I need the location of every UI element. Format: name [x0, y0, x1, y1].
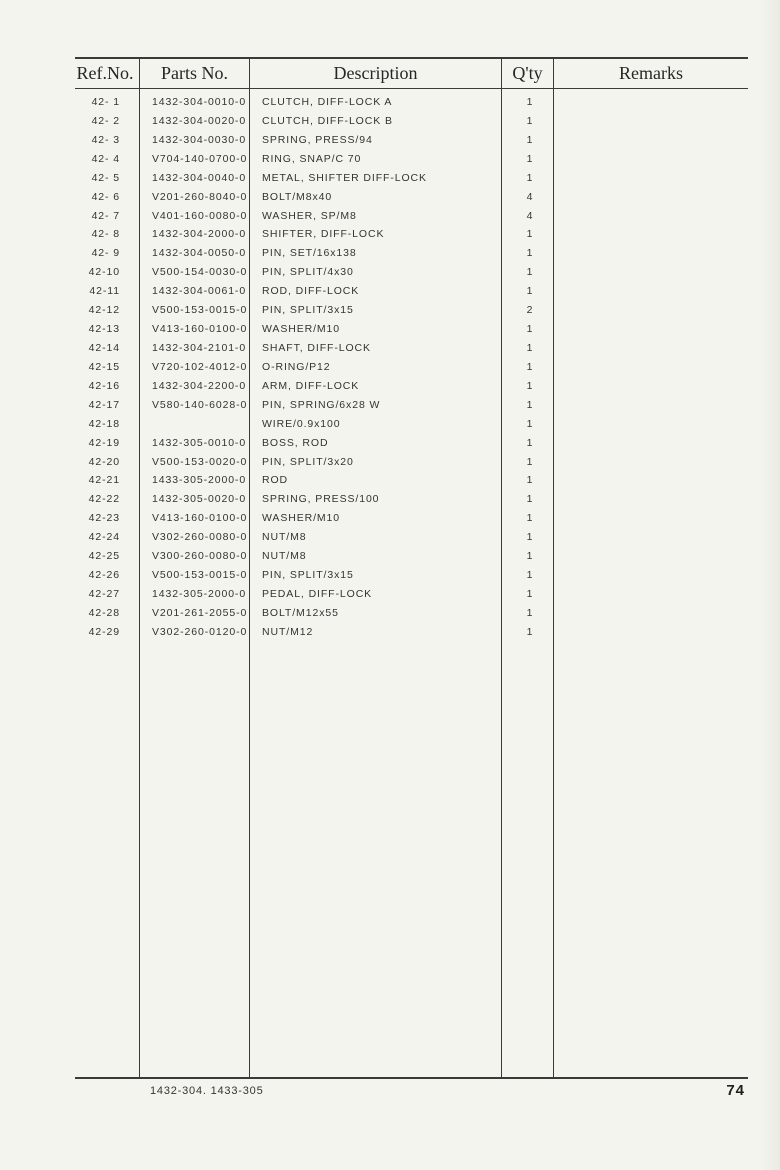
description-cell: PEDAL, DIFF-LOCK — [262, 587, 373, 600]
ref-no-cell: 42-23 — [88, 512, 120, 525]
qty-cell: 1 — [526, 606, 534, 619]
table-row — [0, 548, 780, 567]
ref-no-cell: 42-20 — [88, 455, 120, 468]
qty-cell: 1 — [526, 379, 534, 392]
parts-no-cell: 1432-304-2200-0 — [152, 379, 247, 392]
qty-cell: 1 — [526, 247, 534, 260]
table-row — [0, 113, 780, 132]
parts-no-cell: V500-154-0030-0 — [152, 266, 248, 279]
table-row — [0, 491, 780, 510]
description-cell: BOLT/M8x40 — [262, 190, 333, 203]
qty-cell: 1 — [526, 493, 534, 506]
ref-no-cell: 42-10 — [88, 266, 120, 279]
table-row — [0, 605, 780, 624]
qty-cell: 4 — [526, 209, 534, 222]
qty-cell: 1 — [526, 550, 534, 563]
qty-cell: 1 — [526, 436, 534, 449]
qty-cell: 1 — [526, 587, 534, 600]
qty-cell: 1 — [526, 266, 534, 279]
ref-no-cell: 42-25 — [88, 550, 120, 563]
ref-no-cell: 42-27 — [88, 587, 120, 600]
table-top-rule — [75, 57, 748, 59]
parts-no-cell: V201-260-8040-0 — [152, 190, 248, 203]
ref-no-cell: 42- 3 — [91, 133, 120, 146]
parts-no-cell: 1432-305-0010-0 — [152, 436, 247, 449]
ref-no-cell: 42-14 — [88, 341, 120, 354]
parts-no-cell: 1432-305-2000-0 — [152, 587, 247, 600]
parts-no-cell: 1432-304-0061-0 — [152, 285, 247, 298]
parts-no-cell: V500-153-0015-0 — [152, 304, 248, 317]
description-cell: PIN, SPLIT/3x20 — [262, 455, 354, 468]
ref-no-cell: 42-13 — [88, 323, 120, 336]
table-row — [0, 416, 780, 435]
parts-no-cell: 1432-304-0010-0 — [152, 96, 247, 108]
parts-no-cell: V580-140-6028-0 — [152, 398, 248, 411]
description-cell: CLUTCH, DIFF-LOCK B — [262, 114, 393, 127]
ref-no-cell: 42-11 — [89, 285, 120, 298]
table-row — [0, 264, 780, 283]
qty-cell: 1 — [526, 569, 534, 582]
table-row — [0, 567, 780, 586]
description-cell: PIN, SPRING/6x28 W — [262, 398, 381, 411]
description-cell: WASHER, SP/M8 — [262, 209, 357, 222]
parts-no-cell: V302-260-0080-0 — [152, 531, 248, 544]
header-qty: Q'ty — [512, 62, 543, 83]
ref-no-cell: 42-18 — [88, 417, 120, 430]
qty-cell: 1 — [526, 398, 534, 411]
table-row — [0, 94, 780, 113]
description-cell: SPRING, PRESS/94 — [262, 133, 373, 146]
table-row — [0, 321, 780, 340]
table-row — [0, 283, 780, 302]
table-row — [0, 359, 780, 378]
table-row — [0, 226, 780, 245]
parts-no-cell: 1433-305-2000-0 — [152, 474, 247, 487]
parts-no-cell: 1432-304-0030-0 — [152, 133, 247, 146]
description-cell: RING, SNAP/C 70 — [262, 152, 362, 165]
ref-no-cell: 42-19 — [88, 436, 120, 449]
parts-no-cell: 1432-304-0050-0 — [152, 247, 247, 260]
parts-no-cell: 1432-304-0040-0 — [152, 171, 247, 184]
ref-no-cell: 42-24 — [88, 531, 120, 544]
qty-cell: 1 — [526, 133, 534, 146]
ref-no-cell: 42- 8 — [91, 228, 120, 241]
qty-cell: 1 — [526, 360, 534, 373]
table-row — [0, 472, 780, 491]
qty-cell: 1 — [526, 455, 534, 468]
table-row — [0, 624, 780, 643]
qty-cell: 4 — [526, 190, 534, 203]
table-row — [0, 340, 780, 359]
parts-no-cell: V500-153-0015-0 — [152, 569, 248, 582]
header-parts-no: Parts No. — [161, 62, 228, 83]
ref-no-cell: 42-28 — [88, 606, 120, 619]
qty-cell: 1 — [526, 417, 534, 430]
description-cell: PIN, SPLIT/4x30 — [262, 266, 354, 279]
description-cell: WIRE/0.9x100 — [262, 417, 341, 430]
parts-no-cell: V302-260-0120-0 — [152, 625, 248, 638]
table-row — [0, 132, 780, 151]
description-cell: ROD — [262, 474, 289, 487]
description-cell: BOSS, ROD — [262, 436, 329, 449]
ref-no-cell: 42-16 — [88, 379, 120, 392]
description-cell: WASHER/M10 — [262, 323, 341, 336]
description-cell: METAL, SHIFTER DIFF-LOCK — [262, 171, 427, 184]
description-cell: NUT/M8 — [262, 531, 307, 544]
description-cell: BOLT/M12x55 — [262, 606, 339, 619]
table-row — [0, 208, 780, 227]
description-cell: SPRING, PRESS/100 — [262, 493, 380, 506]
ref-no-cell: 42- 5 — [91, 171, 120, 184]
table-row — [0, 397, 780, 416]
header-remarks: Remarks — [619, 62, 683, 83]
ref-no-cell: 42-26 — [88, 569, 120, 582]
page-edge-shadow — [760, 0, 780, 1170]
table-row — [0, 586, 780, 605]
ref-no-cell: 42-12 — [88, 304, 120, 317]
table-row — [0, 170, 780, 189]
table-row — [0, 529, 780, 548]
parts-no-cell: 1432-304-0020-0 — [152, 114, 247, 127]
description-cell: PIN, SPLIT/3x15 — [262, 304, 354, 317]
table-row — [0, 435, 780, 454]
parts-no-cell: V401-160-0080-0 — [152, 209, 248, 222]
qty-cell: 1 — [526, 96, 534, 108]
parts-no-cell: V413-160-0100-0 — [152, 323, 248, 336]
parts-no-cell: 1432-305-0020-0 — [152, 493, 247, 506]
ref-no-cell: 42-22 — [88, 493, 120, 506]
ref-no-cell: 42- 1 — [91, 96, 120, 108]
ref-no-cell: 42-21 — [88, 474, 120, 487]
description-cell: O-RING/P12 — [262, 360, 331, 373]
qty-cell: 1 — [526, 152, 534, 165]
parts-no-cell: 1432-304-2101-0 — [152, 341, 247, 354]
parts-no-cell: V413-160-0100-0 — [152, 512, 248, 525]
qty-cell: 1 — [526, 171, 534, 184]
qty-cell: 1 — [526, 323, 534, 336]
ref-no-cell: 42- 2 — [91, 114, 120, 127]
qty-cell: 1 — [526, 474, 534, 487]
ref-no-cell: 42-15 — [88, 360, 120, 373]
table-row — [0, 302, 780, 321]
ref-no-cell: 42- 4 — [91, 152, 120, 165]
table-row — [0, 189, 780, 208]
ref-no-cell: 42-17 — [88, 398, 120, 411]
parts-no-cell: V201-261-2055-0 — [152, 606, 248, 619]
description-cell: WASHER/M10 — [262, 512, 341, 525]
qty-cell: 2 — [526, 304, 534, 317]
table-row — [0, 454, 780, 473]
description-cell: PIN, SPLIT/3x15 — [262, 569, 354, 582]
description-cell: SHAFT, DIFF-LOCK — [262, 341, 371, 354]
parts-no-cell: V704-140-0700-0 — [152, 152, 248, 165]
parts-no-cell: 1432-304-2000-0 — [152, 228, 247, 241]
ref-no-cell: 42- 9 — [91, 247, 120, 260]
table-row — [0, 151, 780, 170]
qty-cell: 1 — [526, 228, 534, 241]
description-cell: ROD, DIFF-LOCK — [262, 285, 360, 298]
parts-no-cell: V720-102-4012-0 — [152, 360, 248, 373]
qty-cell: 1 — [526, 114, 534, 127]
table-bottom-rule — [75, 1077, 748, 1079]
table-row — [0, 378, 780, 397]
qty-cell: 1 — [526, 625, 534, 638]
qty-cell: 1 — [526, 531, 534, 544]
header-ref-no: Ref.No. — [76, 62, 134, 83]
description-cell: ARM, DIFF-LOCK — [262, 379, 360, 392]
qty-cell: 1 — [526, 512, 534, 525]
header-bottom-rule — [75, 88, 748, 89]
table-row — [0, 510, 780, 529]
qty-cell: 1 — [526, 285, 534, 298]
parts-no-cell: V500-153-0020-0 — [152, 455, 248, 468]
table-row — [0, 245, 780, 264]
description-cell: PIN, SET/16x138 — [262, 247, 357, 260]
parts-no-cell: V300-260-0080-0 — [152, 550, 248, 563]
ref-no-cell: 42- 6 — [91, 190, 120, 203]
page-number: 74 — [726, 1082, 745, 1099]
description-cell: NUT/M12 — [262, 625, 314, 638]
ref-no-cell: 42- 7 — [91, 209, 120, 222]
header-description: Description — [333, 62, 418, 83]
qty-cell: 1 — [526, 341, 534, 354]
description-cell: CLUTCH, DIFF-LOCK A — [262, 96, 393, 108]
description-cell: NUT/M8 — [262, 550, 307, 563]
parts-table-body — [0, 94, 780, 643]
description-cell: SHIFTER, DIFF-LOCK — [262, 228, 385, 241]
ref-no-cell: 42-29 — [88, 625, 120, 638]
model-codes: 1432-304. 1433-305 — [150, 1085, 264, 1097]
